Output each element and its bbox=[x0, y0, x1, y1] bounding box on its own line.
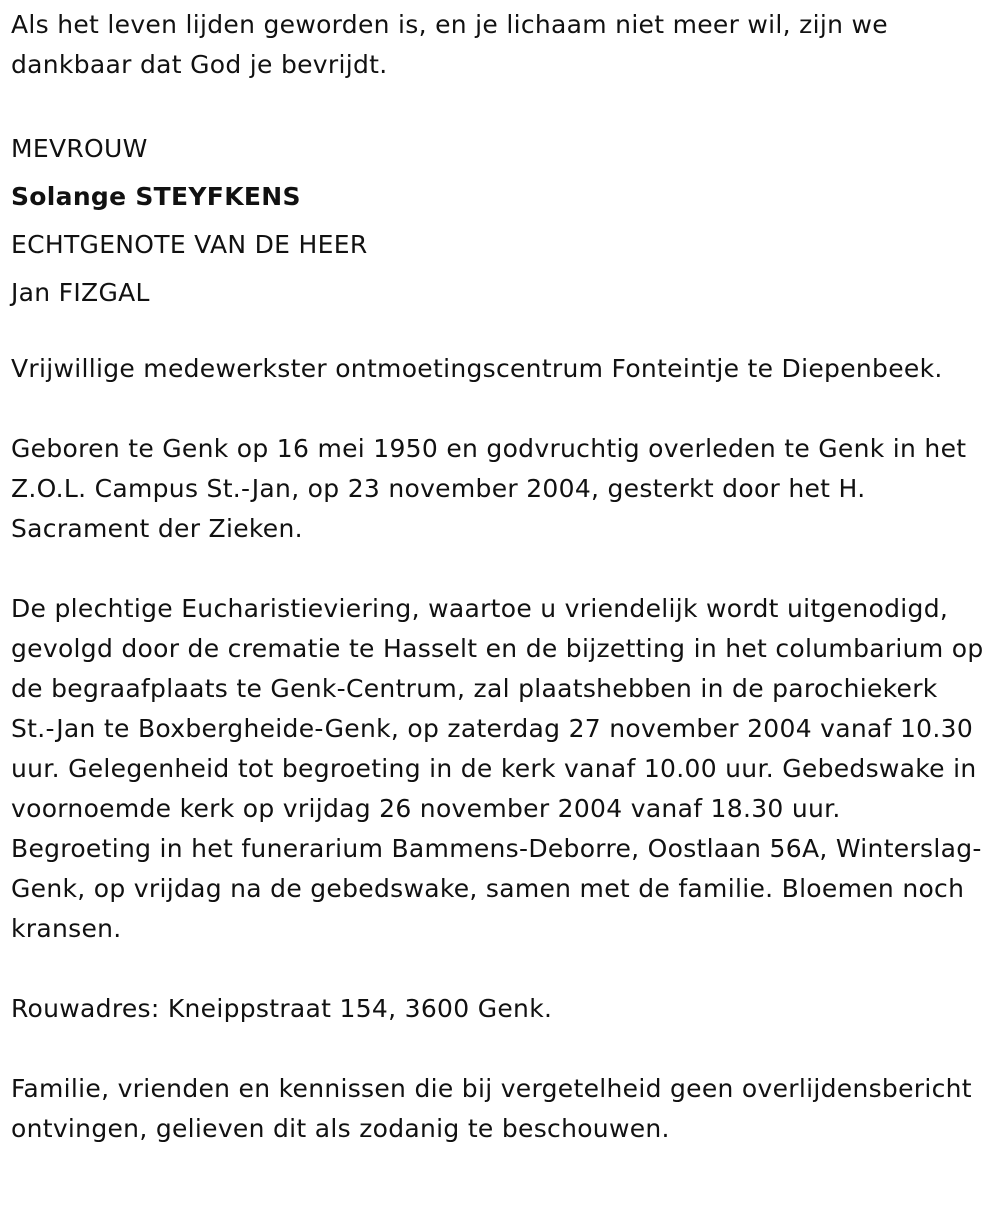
intro-verse: Als het leven lijden geworden is, en je lichaam niet meer wil, zijn we dankbaar dat God je bevrijdt. bbox=[11, 10, 888, 79]
mourning-address: Rouwadres: Kneippstraat 154, 3600 Genk. bbox=[11, 994, 553, 1023]
deceased-header bbox=[11, 125, 988, 317]
honorific-title: MEVROUW bbox=[11, 134, 148, 163]
ceremony-paragraph: De plechtige Eucharistieviering, waartoe u vriendelijk wordt uitgenodigd, gevolgd door de crematie te Hasselt en de bijzetting in het columbarium op de begraafplaats te Genk-Centrum, zal plaatshebben in de parochiekerk St.-Jan te Boxbergheide-Genk, op zaterdag 27 november 2004 vanaf 10.30 uur. Gelegenheid tot begroeting in de kerk vanaf 10.00 uur. Gebedswake in voornoemde kerk op vrijdag 26 november 2004 vanaf 18.30 uur. Begroeting in het funerarium Bammens-Deborre, Oostlaan 56A, Winterslag-Genk, op vrijdag na de gebedswake, samen met de familie. Bloemen noch kransen. bbox=[11, 594, 984, 943]
spouse-name: Jan FIZGAL bbox=[11, 278, 150, 307]
relation-label: ECHTGENOTE VAN DE HEER bbox=[11, 230, 368, 259]
deceased-name: Solange STEYFKENS bbox=[11, 182, 301, 211]
volunteer-paragraph: Vrijwillige medewerkster ontmoetingscentrum Fonteintje te Diepenbeek. bbox=[11, 354, 943, 383]
birth-death-paragraph: Geboren te Genk op 16 mei 1950 en godvruchtig overleden te Genk in het Z.O.L. Campus St.-Jan, op 23 november 2004, gesterkt door het H. Sacrament der Zieken. bbox=[11, 434, 967, 543]
closing-paragraph: Familie, vrienden en kennissen die bij vergetelheid geen overlijdensbericht ontvingen, gelieven dit als zodanig te beschouwen. bbox=[11, 1074, 972, 1143]
